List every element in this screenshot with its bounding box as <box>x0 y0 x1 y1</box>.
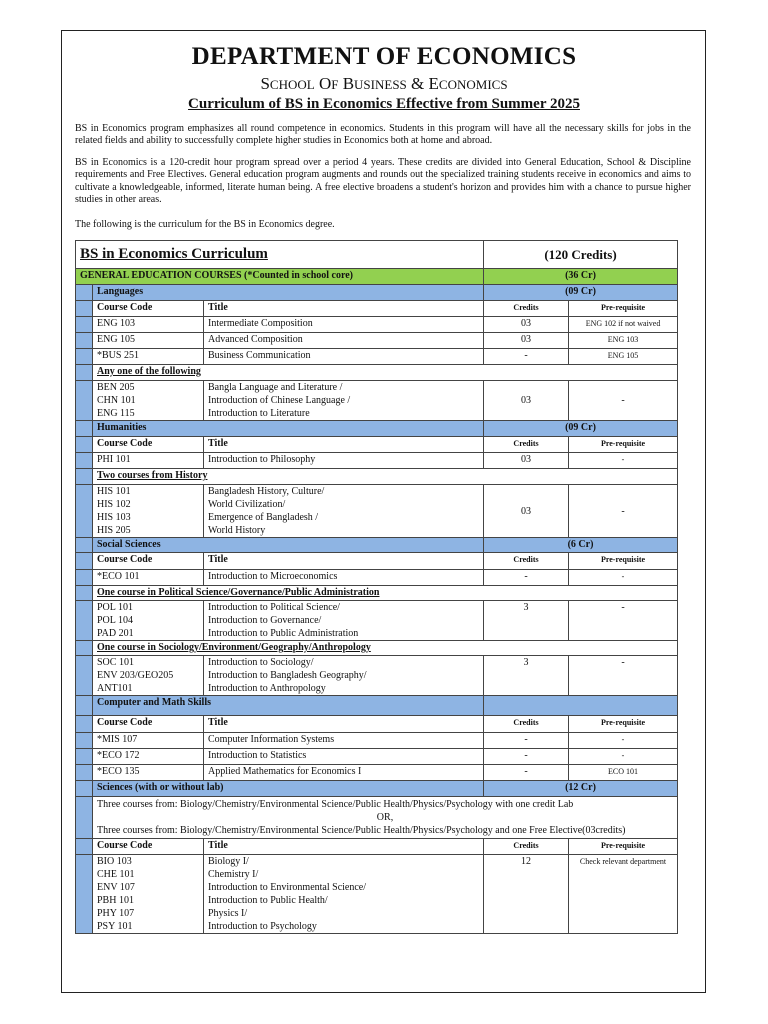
school-title <box>0 74 768 94</box>
group-credits: 03 <box>484 381 569 421</box>
group-titles <box>204 855 484 934</box>
group-codes <box>93 656 204 696</box>
course-prereq: - <box>569 733 678 749</box>
cell-line: World History <box>208 525 266 536</box>
history-label-row <box>76 469 678 485</box>
cell-line: PAD 201 <box>97 628 134 639</box>
course-credits: 03 <box>484 333 569 349</box>
section-label: Languages <box>93 285 484 301</box>
cell-line: Introduction to Environmental Science/ <box>208 882 367 893</box>
col-credits: Credits <box>484 301 569 317</box>
intro-paragraph-2: BS in Economics is a 120-credit hour program spread over a period 4 years. These credits are divided into General Education, School & Discipline requirements and Free Electives. General education program augments and rounds out the specialized training students receive in economics and aims to cultivate a knowledgeable, informed, literate human being. A free elective broadens a student's horizon and provides him with a chance to pursue higher studies in other areas. <box>75 157 691 206</box>
column-header-row <box>76 716 678 733</box>
course-title: Advanced Composition <box>204 333 484 349</box>
course-title: Introduction to Microeconomics <box>204 570 484 586</box>
col-prereq: Pre-requisite <box>569 301 678 317</box>
course-credits: - <box>484 765 569 781</box>
sciences-note-or: OR, <box>376 812 394 823</box>
group-credits: 03 <box>484 485 569 538</box>
row-strip <box>76 453 93 469</box>
group-titles <box>204 485 484 538</box>
sciences-note-row <box>76 797 678 839</box>
gen-ed-row <box>76 269 678 285</box>
column-header-row <box>76 301 678 317</box>
col-title: Title <box>204 437 484 453</box>
table-title-row <box>76 241 678 269</box>
total-credits: (120 Credits) <box>484 241 678 269</box>
table-row <box>76 317 678 333</box>
cell-line: SOC 101 <box>97 657 134 668</box>
table-row <box>76 349 678 365</box>
cell-line: Chemistry I/ <box>208 869 259 880</box>
section-computer-math <box>76 696 678 716</box>
course-code: *ECO 135 <box>93 765 204 781</box>
group-titles <box>204 601 484 641</box>
row-strip <box>76 749 93 765</box>
cell-line: Introduction to Sociology/ <box>208 657 314 668</box>
row-strip <box>76 765 93 781</box>
cell-line: HIS 101 <box>97 486 131 497</box>
sciences-note-1: Three courses from: Biology/Chemistry/Environmental Science/Public Health/Physics/Psychology with one credit Lab <box>97 799 574 810</box>
section-label: Sciences (with or without lab) <box>93 781 484 797</box>
group-credits: 12 <box>484 855 569 934</box>
group-prereq: - <box>569 601 678 641</box>
group-label: One course in Political Science/Governance/Public Administration <box>97 587 380 598</box>
course-credits: - <box>484 733 569 749</box>
cell-line: Introduction to Psychology <box>208 921 317 932</box>
cell-line: Bangladesh History, Culture/ <box>208 486 325 497</box>
section-social-sciences <box>76 538 678 553</box>
course-prereq: ECO 101 <box>569 765 678 781</box>
group-credits: 3 <box>484 656 569 696</box>
cell-line: Biology I/ <box>208 856 249 867</box>
course-prereq: - <box>569 453 678 469</box>
table-row <box>76 733 678 749</box>
intro-paragraph-3: The following is the curriculum for the BS in Economics degree. <box>75 219 335 230</box>
col-credits: Credits <box>484 437 569 453</box>
col-course-code: Course Code <box>93 437 204 453</box>
table-row <box>76 749 678 765</box>
group-titles <box>204 656 484 696</box>
section-credits: (09 Cr) <box>484 421 678 437</box>
soc-group-row <box>76 656 678 696</box>
course-title: Applied Mathematics for Economics I <box>204 765 484 781</box>
department-title: DEPARTMENT OF ECONOMICS <box>191 43 577 70</box>
course-credits: - <box>484 749 569 765</box>
group-codes <box>93 601 204 641</box>
cell-line: POL 101 <box>97 602 134 613</box>
col-title: Title <box>204 301 484 317</box>
cell-line: Introduction to Public Administration <box>208 628 359 639</box>
col-title: Title <box>204 553 484 570</box>
col-credits: Credits <box>484 716 569 733</box>
column-header-row <box>76 553 678 570</box>
curriculum-table <box>75 240 678 934</box>
cell-line: BEN 205 <box>97 382 135 393</box>
gen-ed-credits: (36 Cr) <box>484 269 678 285</box>
sciences-note-2: Three courses from: Biology/Chemistry/Environmental Science/Public Health/Physics/Psychology and one Free Elective(03credits) <box>97 825 626 836</box>
col-prereq: Pre-requisite <box>569 839 678 855</box>
col-credits: Credits <box>484 839 569 855</box>
col-course-code: Course Code <box>93 716 204 733</box>
cell-line: Introduction to Governance/ <box>208 615 322 626</box>
column-header-row <box>76 839 678 855</box>
col-course-code: Course Code <box>93 553 204 570</box>
course-credits: 03 <box>484 453 569 469</box>
course-prereq: ENG 105 <box>569 349 678 365</box>
cell-line: HIS 205 <box>97 525 131 536</box>
row-strip <box>76 570 93 586</box>
course-title: Intermediate Composition <box>204 317 484 333</box>
cell-line: Introduction to Bangladesh Geography/ <box>208 670 367 681</box>
table-row <box>76 765 678 781</box>
cell-line: World Civilization/ <box>208 499 286 510</box>
course-title: Computer Information Systems <box>204 733 484 749</box>
course-code: *ECO 101 <box>93 570 204 586</box>
soc-label-row <box>76 641 678 656</box>
course-title: Business Communication <box>204 349 484 365</box>
cell-line: Bangla Language and Literature / <box>208 382 343 393</box>
group-label: Two courses from History <box>97 470 208 481</box>
curriculum-subtitle: Curriculum of BS in Economics Effective from Summer 2025 <box>188 96 580 112</box>
table-row <box>76 333 678 349</box>
cell-line: CHE 101 <box>97 869 135 880</box>
cell-line: Introduction to Literature <box>208 408 310 419</box>
course-title: Introduction to Philosophy <box>204 453 484 469</box>
course-prereq: - <box>569 570 678 586</box>
cell-line: ENV 107 <box>97 882 135 893</box>
group-prereq: - <box>569 381 678 421</box>
course-code: *MIS 107 <box>93 733 204 749</box>
course-code: *BUS 251 <box>93 349 204 365</box>
course-code: PHI 101 <box>93 453 204 469</box>
col-title: Title <box>204 839 484 855</box>
course-prereq: - <box>569 749 678 765</box>
cell-line: PSY 101 <box>97 921 133 932</box>
cell-line: Introduction to Public Health/ <box>208 895 328 906</box>
language-group-row <box>76 381 678 421</box>
row-strip <box>76 349 93 365</box>
row-strip <box>76 317 93 333</box>
cell-line: ENG 115 <box>97 408 135 419</box>
cell-line: CHN 101 <box>97 395 136 406</box>
section-credits: (6 Cr) <box>484 538 678 553</box>
section-label: Humanities <box>93 421 484 437</box>
group-prereq: Check relevant department <box>569 855 678 934</box>
course-prereq: ENG 102 if not waived <box>569 317 678 333</box>
pol-group-row <box>76 601 678 641</box>
section-languages <box>76 285 678 301</box>
course-credits: - <box>484 349 569 365</box>
group-titles <box>204 381 484 421</box>
cell-line: ENV 203/GEO205 <box>97 670 174 681</box>
group-prereq: - <box>569 656 678 696</box>
history-group-row <box>76 485 678 538</box>
group-codes <box>93 485 204 538</box>
pol-label-row <box>76 586 678 601</box>
group-label: Any one of the following <box>97 366 201 377</box>
course-credits: 03 <box>484 317 569 333</box>
section-label: Social Sciences <box>93 538 484 553</box>
cell-line: HIS 102 <box>97 499 131 510</box>
group-label: One course in Sociology/Environment/Geography/Anthropology <box>97 642 371 653</box>
any-one-row <box>76 365 678 381</box>
cell-line: Introduction to Anthropology <box>208 683 326 694</box>
gen-ed-label: GENERAL EDUCATION COURSES (*Counted in school core) <box>76 269 484 285</box>
column-header-row <box>76 437 678 453</box>
section-sciences <box>76 781 678 797</box>
col-course-code: Course Code <box>93 839 204 855</box>
section-label: Computer and Math Skills <box>93 696 484 716</box>
col-prereq: Pre-requisite <box>569 553 678 570</box>
group-credits: 3 <box>484 601 569 641</box>
course-credits: - <box>484 570 569 586</box>
course-code: ENG 103 <box>93 317 204 333</box>
course-code: *ECO 172 <box>93 749 204 765</box>
section-credits: (12 Cr) <box>484 781 678 797</box>
table-row <box>76 453 678 469</box>
school-name: SCHOOL OF BUSINESS & ECONOMICS <box>260 74 508 93</box>
cell-line: ANT101 <box>97 683 133 694</box>
col-title: Title <box>204 716 484 733</box>
section-credits <box>484 696 678 716</box>
table-title: BS in Economics Curriculum <box>80 245 268 262</box>
cell-line: POL 104 <box>97 615 134 626</box>
row-strip <box>76 733 93 749</box>
group-codes <box>93 381 204 421</box>
col-course-code: Course Code <box>93 301 204 317</box>
col-prereq: Pre-requisite <box>569 716 678 733</box>
course-title: Introduction to Statistics <box>204 749 484 765</box>
group-codes <box>93 855 204 934</box>
cell-line: PBH 101 <box>97 895 134 906</box>
cell-line: Physics I/ <box>208 908 248 919</box>
course-prereq: ENG 103 <box>569 333 678 349</box>
cell-line: PHY 107 <box>97 908 135 919</box>
sciences-group-row <box>76 855 678 934</box>
col-prereq: Pre-requisite <box>569 437 678 453</box>
section-credits: (09 Cr) <box>484 285 678 301</box>
col-credits: Credits <box>484 553 569 570</box>
table-row <box>76 570 678 586</box>
cell-line: BIO 103 <box>97 856 132 867</box>
row-strip <box>76 333 93 349</box>
cell-line: HIS 103 <box>97 512 131 523</box>
section-humanities <box>76 421 678 437</box>
group-prereq: - <box>569 485 678 538</box>
cell-line: Introduction of Chinese Language / <box>208 395 351 406</box>
cell-line: Introduction to Political Science/ <box>208 602 340 613</box>
cell-line: Emergence of Bangladesh / <box>208 512 319 523</box>
course-code: ENG 105 <box>93 333 204 349</box>
intro-paragraph-1: BS in Economics program emphasizes all round competence in economics. Students in this program will have all the necessary skills for jobs in the related fields and ability to successfully complete higher studies in Economics both at home and abroad. <box>75 123 691 147</box>
